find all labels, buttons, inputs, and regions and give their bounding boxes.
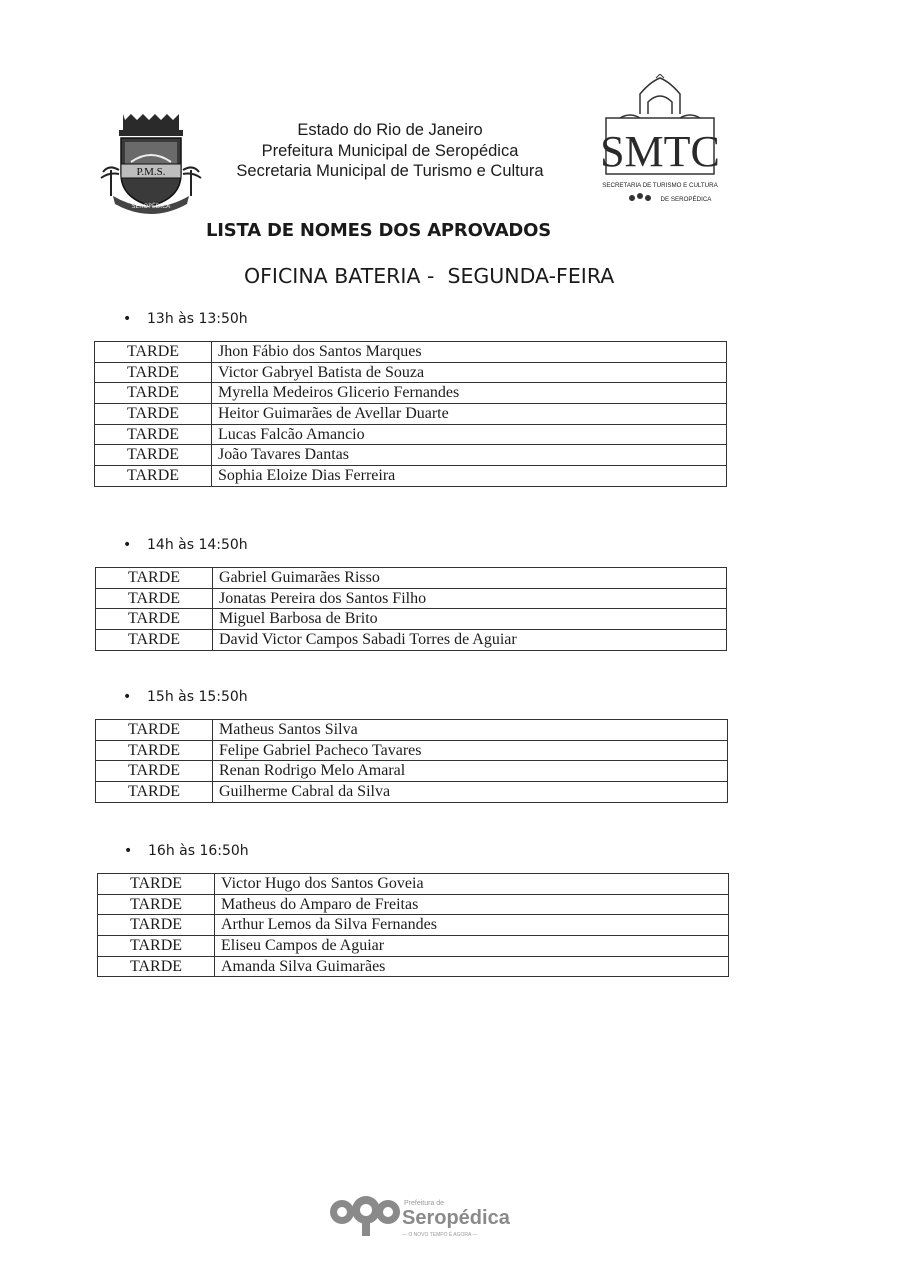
bullet-icon: • <box>123 311 132 327</box>
period-cell: TARDE <box>95 445 212 466</box>
period-cell: TARDE <box>96 720 213 741</box>
roster-table <box>97 873 729 977</box>
table-row <box>95 404 727 425</box>
seropedica-footer-logo <box>326 1192 526 1242</box>
name-cell: Eliseu Campos de Aguiar <box>215 936 729 957</box>
approved-list-title: LISTA DE NOMES DOS APROVADOS <box>206 220 552 241</box>
name-cell: Matheus do Amparo de Freitas <box>215 894 729 915</box>
period-cell: TARDE <box>95 424 212 445</box>
table-row <box>96 740 728 761</box>
svg-text:SECRETARIA DE TURISMO E CULTUR: SECRETARIA DE TURISMO E CULTURA <box>602 182 718 189</box>
roster-table <box>94 341 727 487</box>
period-cell: TARDE <box>95 466 212 487</box>
period-cell: TARDE <box>95 383 212 404</box>
period-cell: TARDE <box>95 342 212 363</box>
table-row <box>96 568 727 589</box>
smtc-secretariat-logo <box>600 74 720 209</box>
svg-text:— O NOVO TEMPO É AGORA —: — O NOVO TEMPO É AGORA — <box>402 1232 478 1238</box>
table-row <box>96 720 728 741</box>
table-row <box>96 630 727 651</box>
period-cell: TARDE <box>96 761 213 782</box>
bullet-icon: • <box>123 537 132 553</box>
svg-text:Prefeitura de: Prefeitura de <box>404 1200 445 1207</box>
name-cell: Amanda Silva Guimarães <box>215 956 729 977</box>
svg-text:SEROPÉDICA: SEROPÉDICA <box>131 203 171 210</box>
period-cell: TARDE <box>98 915 215 936</box>
time-slot-label <box>124 843 249 859</box>
table-row <box>95 466 727 487</box>
svg-text:SMTC: SMTC <box>600 127 720 176</box>
period-cell: TARDE <box>96 568 213 589</box>
name-cell: Arthur Lemos da Silva Fernandes <box>215 915 729 936</box>
header-line-prefecture: Prefeitura Municipal de Seropédica <box>261 141 519 160</box>
table-row <box>95 342 727 363</box>
period-cell: TARDE <box>98 936 215 957</box>
table-row <box>96 609 727 630</box>
period-cell: TARDE <box>95 362 212 383</box>
table-row <box>95 445 727 466</box>
municipal-coat-of-arms-logo <box>95 112 207 214</box>
name-cell: Heitor Guimarães de Avellar Duarte <box>212 404 727 425</box>
table-row <box>98 956 729 977</box>
time-slot-label <box>123 689 248 705</box>
period-cell: TARDE <box>98 894 215 915</box>
name-cell: João Tavares Dantas <box>212 445 727 466</box>
roster-table <box>95 719 728 803</box>
header-line-state: Estado do Rio de Janeiro <box>297 121 483 139</box>
bullet-icon: • <box>123 689 132 705</box>
period-cell: TARDE <box>95 404 212 425</box>
name-cell: Felipe Gabriel Pacheco Tavares <box>213 740 728 761</box>
period-cell: TARDE <box>98 956 215 977</box>
time-slot-text: 13h às 13:50h <box>147 311 248 327</box>
svg-text:DE SEROPÉDICA: DE SEROPÉDICA <box>660 196 712 203</box>
period-cell: TARDE <box>96 630 213 651</box>
period-cell: TARDE <box>96 782 213 803</box>
header-institution-lines <box>215 120 565 182</box>
period-cell: TARDE <box>96 740 213 761</box>
bullet-icon: • <box>124 843 133 859</box>
period-cell: TARDE <box>96 609 213 630</box>
time-slot-label <box>123 311 248 327</box>
time-slot-text: 15h às 15:50h <box>147 689 248 705</box>
name-cell: Jhon Fábio dos Santos Marques <box>212 342 727 363</box>
name-cell: Miguel Barbosa de Brito <box>213 609 727 630</box>
name-cell: Myrella Medeiros Glicerio Fernandes <box>212 383 727 404</box>
name-cell: Guilherme Cabral da Silva <box>213 782 728 803</box>
table-row <box>95 362 727 383</box>
name-cell: Matheus Santos Silva <box>213 720 728 741</box>
name-cell: Sophia Eloize Dias Ferreira <box>212 466 727 487</box>
period-cell: TARDE <box>98 874 215 895</box>
name-cell: Gabriel Guimarães Risso <box>213 568 727 589</box>
table-row <box>96 761 728 782</box>
name-cell: Victor Gabryel Batista de Souza <box>212 362 727 383</box>
time-slot-label <box>123 537 248 553</box>
svg-text:Seropédica: Seropédica <box>402 1207 510 1229</box>
name-cell: Renan Rodrigo Melo Amaral <box>213 761 728 782</box>
table-row <box>98 894 729 915</box>
period-cell: TARDE <box>96 588 213 609</box>
time-slot-text: 16h às 16:50h <box>148 843 249 859</box>
name-cell: Lucas Falcão Amancio <box>212 424 727 445</box>
table-row <box>95 383 727 404</box>
workshop-title: OFICINA BATERIA - SEGUNDA-FEIRA <box>244 264 615 288</box>
name-cell: Jonatas Pereira dos Santos Filho <box>213 588 727 609</box>
table-row <box>96 782 728 803</box>
table-row <box>98 874 729 895</box>
table-row <box>96 588 727 609</box>
roster-table <box>95 567 727 651</box>
name-cell: Victor Hugo dos Santos Goveia <box>215 874 729 895</box>
svg-text:P.M.S.: P.M.S. <box>136 166 166 178</box>
table-row <box>98 936 729 957</box>
time-slot-text: 14h às 14:50h <box>147 537 248 553</box>
table-row <box>98 915 729 936</box>
header-line-secretariat: Secretaria Municipal de Turismo e Cultura <box>236 162 544 180</box>
name-cell: David Victor Campos Sabadi Torres de Aguiar <box>213 630 727 651</box>
table-row <box>95 424 727 445</box>
